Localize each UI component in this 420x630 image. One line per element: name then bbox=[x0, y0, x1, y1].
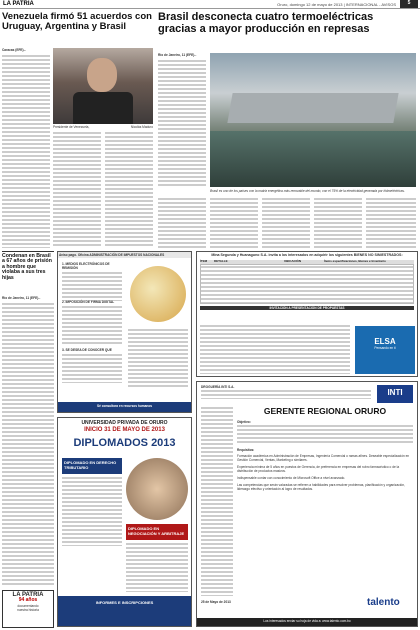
ad-patria-years: 94 años bbox=[18, 597, 38, 604]
ad-impuestos-notice: Aviso pago. Oficina ADMINISTRACIÓN DE IMPUESTOS NACIONALES bbox=[58, 252, 191, 258]
course-details bbox=[62, 476, 122, 546]
photo-nicolas-maduro bbox=[53, 48, 153, 124]
dateline-condenan: Río de Janeiro, 11 (EFE).- bbox=[2, 296, 41, 300]
headline-condenan: Condenan en Brasil a 67 años de prisión a hombre que violaba a sus tres hijas bbox=[2, 253, 52, 281]
venezuela-text-col-1 bbox=[2, 48, 50, 248]
requirement-3: Indispensable contar con conocimiento de Microsoft Office a nivel avanzado. bbox=[237, 476, 346, 480]
body-text bbox=[53, 131, 101, 248]
page-header bbox=[0, 0, 420, 9]
issue-date: Oruro, domingo 12 de mayo de 2013 | INTERNACIONAL - AVISOS bbox=[277, 2, 396, 7]
inti-logo: INTI bbox=[377, 385, 413, 403]
body-text bbox=[237, 424, 413, 444]
dam-wall bbox=[227, 93, 398, 123]
photo-graduate bbox=[126, 458, 188, 520]
ad-university-heading: DIPLOMADOS 2013 bbox=[73, 436, 176, 449]
photo-caption-brasil: Brasil es uno de los países con la matriz energética más renovable del mundo, con el 75% de la electricidad generada por hidroeléctricas. bbox=[210, 189, 405, 193]
ad-inti-objective: Objetivo: bbox=[237, 420, 413, 444]
photo-hydroelectric-dam bbox=[210, 53, 416, 187]
article-venezuela bbox=[2, 12, 154, 48]
course-derecho-tributario: DIPLOMADO EN DERECHO TRIBUTARIO bbox=[62, 458, 122, 474]
page-number: 5 bbox=[400, 0, 418, 8]
body-text bbox=[62, 271, 122, 301]
requirement-2: Experiencia mínima de 5 años en puestos de Gerencia, de preferencia en empresas del rubro farmacéutico o de la distribución de productos masivos. bbox=[237, 465, 400, 473]
article-condenan bbox=[2, 251, 54, 295]
requirement-4: Las competencias que serán valoradas se refieren a habilidades para resolver problemas, planificación y organización, liderazgo efectivo y orientación al logro de resultados. bbox=[237, 483, 405, 491]
ad-inti bbox=[196, 381, 418, 627]
body-text bbox=[210, 197, 258, 248]
ad-university-info: INFORMES E INSCRIPCIONES bbox=[58, 596, 191, 626]
brasil-text-col-1 bbox=[158, 53, 206, 187]
body-text bbox=[2, 54, 50, 248]
requirement-1: Formación académica en Administración de Empresas, Ingeniería Comercial o ramas afines. Deseable especialización en Gestión Comercial, Ventas, Marketing o similares. bbox=[237, 454, 410, 462]
headline-brasil: Brasil desconecta cuatro termoeléctricas gracias a mayor producción en represas bbox=[158, 11, 374, 35]
body-text bbox=[62, 305, 122, 345]
body-text bbox=[158, 197, 206, 248]
article-brasil bbox=[158, 12, 400, 52]
body-text bbox=[128, 328, 188, 388]
dateline-brasil: Río de Janeiro, 11 (EFE).- bbox=[158, 53, 197, 57]
ad-mining-brand-box bbox=[355, 326, 415, 374]
mascot-illustration bbox=[130, 266, 186, 322]
body-text bbox=[105, 131, 153, 248]
newspaper-logo: LA PATRIA bbox=[3, 1, 34, 7]
ad-inti-date: 25 de Mayo de 2013 bbox=[201, 600, 231, 604]
body-text bbox=[200, 324, 350, 374]
body-text bbox=[262, 197, 310, 248]
course-negociacion: DIPLOMADO EN NEGOCIACIÓN Y ARBITRAJE bbox=[126, 524, 188, 540]
ad-patria-logo: LA PATRIA bbox=[12, 592, 44, 598]
portrait-suit bbox=[73, 92, 133, 124]
body-text bbox=[366, 197, 416, 248]
condenan-text bbox=[2, 296, 54, 586]
ad-mining-table-header: ÍTEM DETALLE UBICACIÓN Ítems especificaciones, Bienes e Inventario bbox=[200, 260, 414, 264]
ad-university-title: UNIVERSIDAD PRIVADA DE ORURO bbox=[81, 420, 168, 426]
ad-impuestos bbox=[57, 251, 192, 413]
body-text bbox=[314, 197, 362, 248]
ad-inti-position: GERENTE REGIONAL ORURO bbox=[263, 406, 387, 416]
dateline-venezuela: Caracas (EFE).- bbox=[2, 48, 26, 52]
sidebar-text bbox=[201, 406, 233, 596]
body-text bbox=[62, 353, 122, 383]
ad-impuestos-item2: 2. IMPOSICIÓN DE FIRMA DIGITAL bbox=[62, 300, 122, 345]
portrait-face bbox=[87, 58, 117, 92]
brand-logo: ELSA bbox=[374, 337, 396, 346]
ad-patria-line3: nuestra historia bbox=[17, 607, 39, 612]
ad-patria-line2: documentando bbox=[17, 603, 39, 608]
ad-university-date: INICIO 31 DE MAYO DE 2013 bbox=[84, 427, 165, 434]
course-details bbox=[126, 542, 188, 592]
ad-mining-section: INVITACIÓN A PRESENTACIÓN DE PROPUESTAS bbox=[200, 306, 414, 310]
ad-inti-url: Los interesados enviar su hoja de vida a: www.talento.com.bo bbox=[197, 618, 417, 626]
photo-caption: Presidente de Venezuela, Nicolás Maduro bbox=[53, 125, 153, 129]
ad-mining-title: Mina Segunda y Huanaguno S.A. invita a los interesados en adquirir los siguientes BIENES NO SINIESTRADOS: bbox=[211, 253, 403, 257]
ad-la-patria bbox=[2, 590, 54, 628]
ad-mining bbox=[196, 251, 418, 377]
ad-inti-intro: DROGUERÍA INTI S.A. bbox=[201, 385, 371, 399]
body-text bbox=[158, 59, 206, 187]
headline-venezuela: Venezuela firmó 51 acuerdos con Uruguay, Argentina y Brasil bbox=[2, 11, 152, 32]
ad-impuestos-footer: Sé consultora en recursos humanos bbox=[58, 402, 191, 412]
ad-mining-table-body bbox=[200, 264, 414, 304]
ad-impuestos-item3: 3. SE DESEA DE CONOCER QUE bbox=[62, 348, 122, 383]
river-water bbox=[210, 131, 416, 187]
brand-tagline: Pensando en ti bbox=[374, 346, 396, 351]
body-text bbox=[201, 389, 371, 399]
ad-university bbox=[57, 417, 192, 627]
talento-logo: talento bbox=[367, 597, 400, 608]
ad-inti-requirements: Requisitos: Formación académica en Administración de Empresas, Ingeniería Comercial o ramas afines. Deseable especialización en Gestión Comercial, Ventas, Marketing o similares. Experiencia mínima de 5 años en puestos de Gerencia, de preferencia en empresas del rubro farmacéutico o de la distribución de productos masivos. Indispensable contar con conocimiento de Microsoft Office a nivel avanzado. Las competencias que serán valoradas se refieren a habilidades para resolver problemas, planificación y organización, liderazgo efectivo y orientación al logro de resultados. bbox=[237, 448, 413, 491]
body-text bbox=[2, 302, 54, 586]
ad-impuestos-item1: 1. MEDIOS ELECTRÓNICOS DE REMISIÓN bbox=[62, 262, 122, 301]
